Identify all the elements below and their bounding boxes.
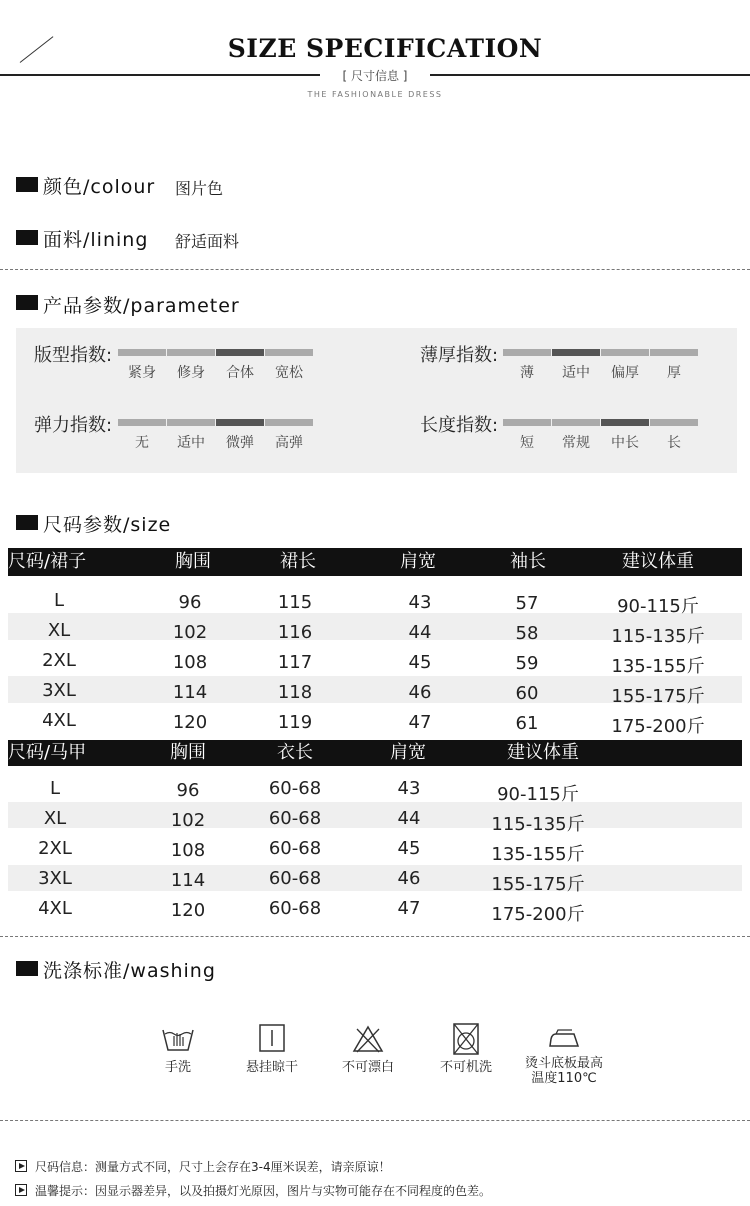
scale-segment — [265, 349, 313, 356]
cell-sleeve: 57 — [515, 593, 539, 614]
scale-segment — [503, 419, 551, 426]
cell-size: XL — [43, 808, 67, 829]
cell-weight: 175-200斤 — [491, 904, 585, 925]
cell-chest: 96 — [178, 592, 202, 613]
cell-chest: 96 — [176, 780, 200, 801]
scale-option: 常规 — [562, 435, 590, 451]
wash-label: 烫斗底板最高 — [524, 1056, 603, 1071]
scale-segment — [118, 419, 166, 426]
size-label: 尺码参数/size — [43, 514, 172, 536]
scale-segment — [503, 349, 551, 356]
column-header: 胸围 — [175, 551, 211, 572]
scale-segment — [265, 419, 313, 426]
cell-weight: 155-175斤 — [611, 686, 705, 707]
scale-segment — [650, 349, 698, 356]
section-divider — [0, 269, 750, 270]
scale-option: 长 — [667, 435, 681, 451]
cell-weight: 135-155斤 — [491, 844, 585, 865]
scale-option: 高弹 — [275, 435, 303, 451]
cell-shoulder: 44 — [408, 622, 432, 643]
column-header: 肩宽 — [390, 742, 426, 763]
scale-option: 适中 — [562, 365, 590, 381]
scale-option: 宽松 — [275, 365, 303, 381]
cell-length: 119 — [277, 712, 313, 733]
scale-segment — [167, 419, 215, 426]
wash-label: 不可漂白 — [341, 1060, 394, 1075]
no-machine-wash-icon — [448, 1022, 484, 1056]
column-header: 尺码/马甲 — [8, 742, 87, 763]
wash-label: 手洗 — [164, 1060, 191, 1075]
play-icon — [15, 1160, 27, 1172]
cell-length: 60-68 — [268, 778, 322, 799]
page-subtitle: [ 尺寸信息 ] — [320, 67, 430, 85]
cell-weight: 115-135斤 — [611, 626, 705, 647]
play-icon — [15, 1184, 27, 1196]
scale-option: 合体 — [226, 365, 254, 381]
section-marker — [16, 961, 38, 976]
column-header: 尺码/裙子 — [8, 551, 87, 572]
vest-table-body — [0, 778, 750, 928]
wash-item — [240, 1022, 304, 1082]
cell-length: 60-68 — [268, 838, 322, 859]
scale-segment — [167, 349, 215, 356]
washing-label: 洗涤标准/washing — [43, 960, 216, 982]
column-header: 胸围 — [170, 742, 206, 763]
scale-segment — [601, 349, 649, 356]
cell-chest: 120 — [170, 900, 206, 921]
cell-size: 3XL — [42, 680, 76, 701]
length-index-label: 长度指数: — [420, 415, 499, 436]
scale-segment — [118, 349, 166, 356]
cell-sleeve: 58 — [515, 623, 539, 644]
cell-length: 116 — [277, 622, 313, 643]
cell-chest: 120 — [172, 712, 208, 733]
cell-shoulder: 43 — [397, 778, 421, 799]
cell-size: XL — [47, 620, 71, 641]
cell-length: 117 — [277, 652, 313, 673]
wash-item — [336, 1022, 400, 1082]
cell-weight: 90-115斤 — [617, 596, 699, 617]
wash-item — [146, 1022, 210, 1082]
cell-size: 2XL — [38, 838, 72, 859]
cell-shoulder: 45 — [408, 652, 432, 673]
scale-segment-selected — [216, 419, 264, 426]
scale-option: 短 — [520, 435, 534, 451]
colour-label: 颜色/colour — [43, 176, 156, 198]
page-title: SIZE SPECIFICATION — [227, 34, 543, 63]
column-header: 建议体重 — [507, 742, 579, 763]
scale-option: 微弹 — [226, 435, 254, 451]
cell-chest: 102 — [170, 810, 206, 831]
wash-item — [516, 1022, 612, 1088]
cell-size: 3XL — [38, 868, 72, 889]
cell-shoulder: 47 — [408, 712, 432, 733]
cell-shoulder: 45 — [397, 838, 421, 859]
cell-weight: 115-135斤 — [491, 814, 585, 835]
skirt-table-body — [0, 590, 750, 740]
cell-weight: 175-200斤 — [611, 716, 705, 737]
section-marker — [16, 177, 38, 192]
no-bleach-icon — [350, 1022, 386, 1056]
cell-shoulder: 43 — [408, 592, 432, 613]
scale-option: 修身 — [177, 365, 205, 381]
scale-option: 厚 — [667, 365, 681, 381]
section-divider — [0, 1120, 750, 1121]
vest-table-header — [8, 740, 742, 766]
skirt-table-header — [8, 548, 742, 576]
scale-segment — [650, 419, 698, 426]
fit-index-label: 版型指数: — [34, 345, 113, 366]
scale-option: 无 — [135, 435, 149, 451]
hand-wash-icon — [160, 1022, 196, 1056]
scale-segment-selected — [552, 349, 600, 356]
wash-label: 温度110℃ — [531, 1071, 597, 1086]
column-header: 裙长 — [280, 551, 316, 572]
cell-length: 115 — [277, 592, 313, 613]
cell-length: 60-68 — [268, 808, 322, 829]
scale-option: 偏厚 — [611, 365, 639, 381]
cell-shoulder: 44 — [397, 808, 421, 829]
scale-option: 中长 — [611, 435, 639, 451]
column-header: 袖长 — [510, 551, 546, 572]
wash-label: 悬挂晾干 — [245, 1060, 298, 1075]
scale-segment — [552, 419, 600, 426]
cell-size: L — [49, 778, 61, 799]
scale-segment-selected — [601, 419, 649, 426]
cell-sleeve: 61 — [515, 713, 539, 734]
section-marker — [16, 515, 38, 530]
scale-option: 适中 — [177, 435, 205, 451]
lining-value: 舒适面料 — [175, 232, 240, 251]
size-note: 尺码信息：测量方式不同，尺寸上会存在3-4厘米误差，请亲原谅！ — [35, 1160, 391, 1174]
cell-shoulder: 47 — [397, 898, 421, 919]
cell-shoulder: 46 — [408, 682, 432, 703]
hang-dry-icon — [254, 1022, 290, 1056]
cell-weight: 155-175斤 — [491, 874, 585, 895]
elasticity-index-label: 弹力指数: — [34, 415, 113, 436]
cell-size: L — [53, 590, 65, 611]
cell-chest: 114 — [170, 870, 206, 891]
cell-size: 4XL — [38, 898, 72, 919]
scale-option: 紧身 — [128, 365, 156, 381]
cell-length: 118 — [277, 682, 313, 703]
cell-sleeve: 59 — [515, 653, 539, 674]
column-header: 肩宽 — [400, 551, 436, 572]
thickness-index-label: 薄厚指数: — [420, 345, 499, 366]
cell-chest: 114 — [172, 682, 208, 703]
column-header: 衣长 — [277, 742, 313, 763]
color-note: 温馨提示：因显示器差异，以及拍摄灯光原因，图片与实物可能存在不同程度的色差。 — [35, 1184, 492, 1198]
section-marker — [16, 230, 38, 245]
wash-label: 不可机洗 — [439, 1060, 492, 1075]
scale-option: 薄 — [520, 365, 534, 381]
cell-length: 60-68 — [268, 868, 322, 889]
cell-size: 4XL — [42, 710, 76, 731]
cell-weight: 90-115斤 — [497, 784, 579, 805]
page-tagline: THE FASHIONABLE DRESS — [307, 90, 443, 99]
lining-label: 面料/lining — [43, 229, 149, 251]
column-header: 建议体重 — [622, 551, 694, 572]
cell-shoulder: 46 — [397, 868, 421, 889]
parameter-label: 产品参数/parameter — [43, 295, 240, 317]
iron-icon — [546, 1022, 582, 1056]
cell-sleeve: 60 — [515, 683, 539, 704]
cell-size: 2XL — [42, 650, 76, 671]
cell-chest: 108 — [172, 652, 208, 673]
cell-chest: 102 — [172, 622, 208, 643]
section-marker — [16, 295, 38, 310]
cell-length: 60-68 — [268, 898, 322, 919]
colour-value: 图片色 — [175, 179, 224, 198]
cell-weight: 135-155斤 — [611, 656, 705, 677]
cell-chest: 108 — [170, 840, 206, 861]
scale-segment-selected — [216, 349, 264, 356]
wash-item — [434, 1022, 498, 1082]
section-divider — [0, 936, 750, 937]
